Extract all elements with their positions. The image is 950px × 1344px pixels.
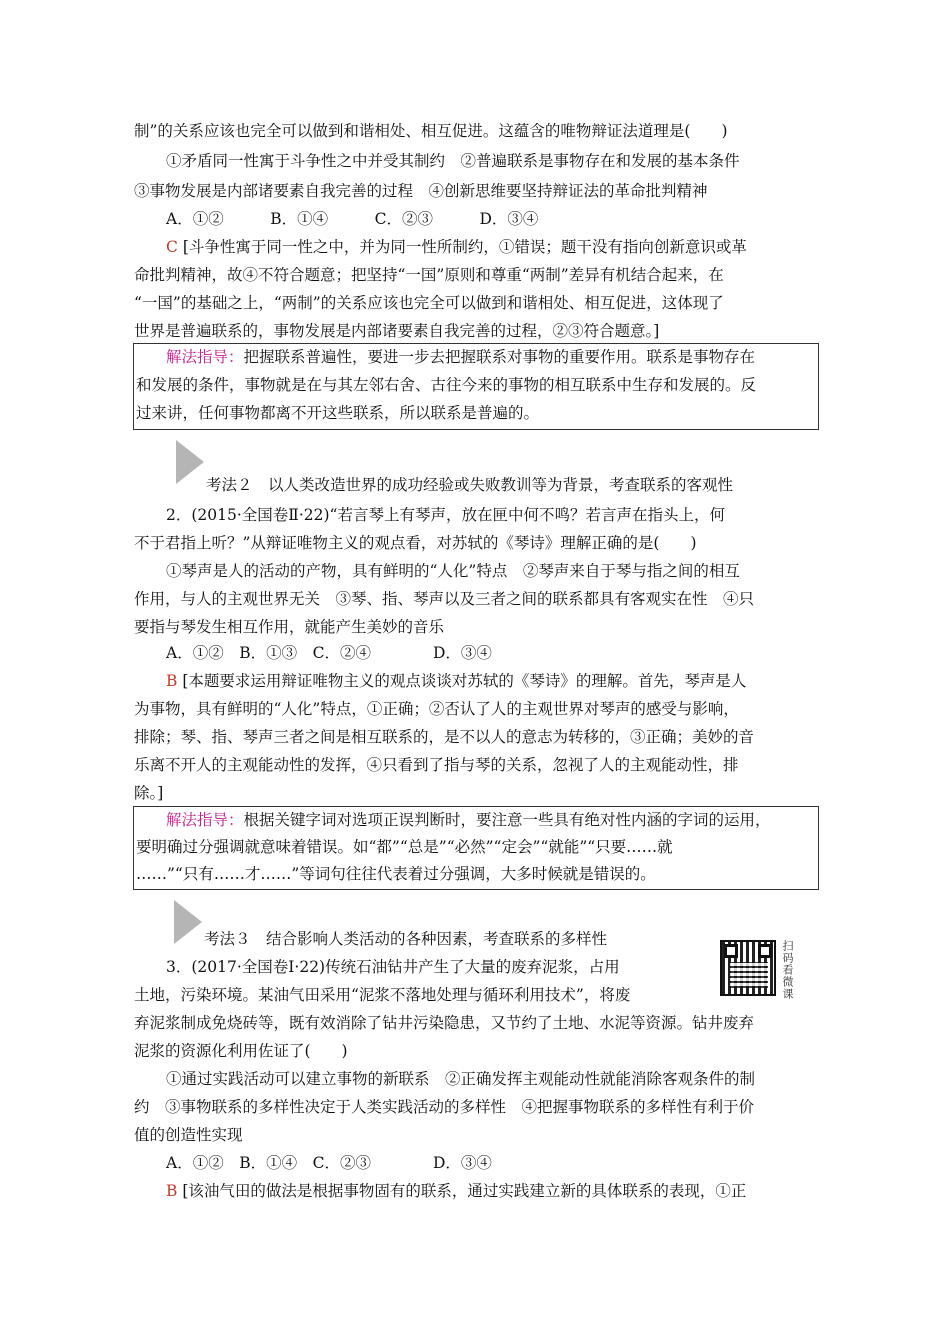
q2-explanation-line1 <box>166 670 746 692</box>
q3-stem-line2: 土地，污染环境。某油气田采用“泥浆不落地处理与循环利用技术”，将废 <box>134 986 631 1004</box>
q3-choices: A．①② B．①④ C．②③ D．③④ <box>166 1154 492 1172</box>
q2-tip-text1: 根据关键字词对选项正误判断时，要注意一些具有绝对性内涵的字词的运用， <box>243 811 771 829</box>
q1-tip-line2: 和发展的条件，事物就是在与其左邻右舍、古往今来的事物的相互联系中生存和发展的。反 <box>136 376 757 394</box>
q2-explanation-line4: 乐离不开人的主观能动性的发挥，④只看到了指与琴的关系，忽视了人的主观能动性，排 <box>134 756 739 774</box>
q1-expl-text1: [斗争性寓于同一性之中，并为同一性所制约，①错误；题干没有指向创新意识或革 <box>182 238 747 256</box>
q2-options-line3: 要指与琴发生相互作用，就能产生美妙的音乐 <box>134 618 445 636</box>
q1-explanation-line2: 命批判精神，故④不符合题意；把坚持“一国”原则和尊重“两制”差异有机结合起来，在 <box>134 266 724 284</box>
q3-stem-line1: 3．(2017·全国卷Ⅰ·22)传统石油钻井产生了大量的废弃泥浆，占用 <box>166 958 620 976</box>
play-arrow-icon <box>174 900 202 944</box>
qr-code-icon[interactable] <box>720 940 776 996</box>
q3-explanation-line1 <box>166 1180 746 1202</box>
q2-options-line2: 作用，与人的主观世界无关 ③琴、指、琴声以及三者之间的联系都具有客观实在性 ④只 <box>134 590 755 608</box>
q3-options-line2: 约 ③事物联系的多样性决定于人类实践活动的多样性 ④把握事物联系的多样性有利于价 <box>134 1098 755 1116</box>
q3-expl-text1: [该油气田的做法是根据事物固有的联系，通过实践建立新的具体联系的表现，①正 <box>182 1182 747 1200</box>
q2-tip-line1 <box>166 809 771 831</box>
qr-label: 扫码看微课 <box>781 940 794 1000</box>
q1-tip-line1 <box>166 346 755 368</box>
q3-answer: B <box>166 1182 178 1200</box>
q2-explanation-line5: 除。] <box>134 784 164 802</box>
q3-options-line1: ①通过实践活动可以建立事物的新联系 ②正确发挥主观能动性就能消除客观条件的制 <box>166 1070 756 1088</box>
q2-explanation-line3: 排除；琴、指、琴声三者之间是相互联系的，是不以人的意志为转移的，③正确；美妙的音 <box>134 728 755 746</box>
q1-answer: C <box>166 238 178 256</box>
q1-options-line2: ③事物发展是内部诸要素自我完善的过程 ④创新思维要坚持辩证法的革命批判精神 <box>134 182 708 200</box>
q1-explanation-line3: “一国”的基础之上，“两制”的关系应该也完全可以做到和谐相处、相互促进，这体现了 <box>134 294 724 312</box>
q2-explanation-line2: 为事物，具有鲜明的“人化”特点，①正确；②否认了人的主观世界对琴声的感受与影响， <box>134 700 739 718</box>
q2-choices: A．①② B．①③ C．②④ D．③④ <box>166 644 492 662</box>
method3-heading: 考法３ 结合影响人类活动的各种因素，考查联系的多样性 <box>204 930 608 948</box>
q1-stem-tail: 制”的关系应该也完全可以做到和谐相处、相互促进。这蕴含的唯物辩证法道理是( ) <box>134 122 728 140</box>
q2-stem-line1: 2．(2015·全国卷Ⅱ·22)“若言琴上有琴声，放在匣中何不鸣？若言声在指头上，何 <box>166 506 725 524</box>
q3-stem-line3: 弃泥浆制成免烧砖等，既有效消除了钻井污染隐患，又节约了土地、水泥等资源。钻井废弃 <box>134 1014 755 1032</box>
q1-tip-text1: 把握联系普遍性，要进一步去把握联系对事物的重要作用。联系是事物存在 <box>243 348 756 366</box>
q3-stem-line4: 泥浆的资源化利用佐证了( ) <box>134 1042 348 1060</box>
q1-tip-line3: 过来讲，任何事物都离不开这些联系，所以联系是普遍的。 <box>136 404 540 422</box>
q2-expl-text1: [本题要求运用辩证唯物主义的观点谈谈对苏轼的《琴诗》的理解。首先，琴声是人 <box>182 672 747 690</box>
q2-tip-line3: ……”“只有……才……”等词句往往代表着过分强调，大多时候就是错误的。 <box>136 865 656 883</box>
method2-heading: 考法２ 以人类改造世界的成功经验或失败教训等为背景，考查联系的客观性 <box>206 476 734 494</box>
q1-choices: A．①② B．①④ C．②③ D．③④ <box>166 210 539 228</box>
q2-options-line1: ①琴声是人的活动的产物，具有鲜明的“人化”特点 ②琴声来自于琴与指之间的相互 <box>166 562 740 580</box>
q2-answer: B <box>166 672 178 690</box>
q2-tip-line2: 要明确过分强调就意味着错误。如“都”“总是”“必然”“定会”“就能”“只要……就 <box>136 838 673 856</box>
q1-tip-label: 解法指导： <box>166 348 244 366</box>
q2-tip-label: 解法指导： <box>166 811 244 829</box>
q1-explanation-line4: 世界是普遍联系的，事物发展是内部诸要素自我完善的过程，②③符合题意。] <box>134 322 660 340</box>
q1-options-line1: ①矛盾同一性寓于斗争性之中并受其制约 ②普遍联系是事物存在和发展的基本条件 <box>166 152 740 170</box>
q2-stem-line2: 不于君指上听？”从辩证唯物主义的观点看，对苏轼的《琴诗》理解正确的是( ) <box>134 534 697 552</box>
q3-options-line3: 值的创造性实现 <box>134 1126 243 1144</box>
q1-explanation-line1 <box>166 236 747 258</box>
play-arrow-icon <box>176 440 204 484</box>
